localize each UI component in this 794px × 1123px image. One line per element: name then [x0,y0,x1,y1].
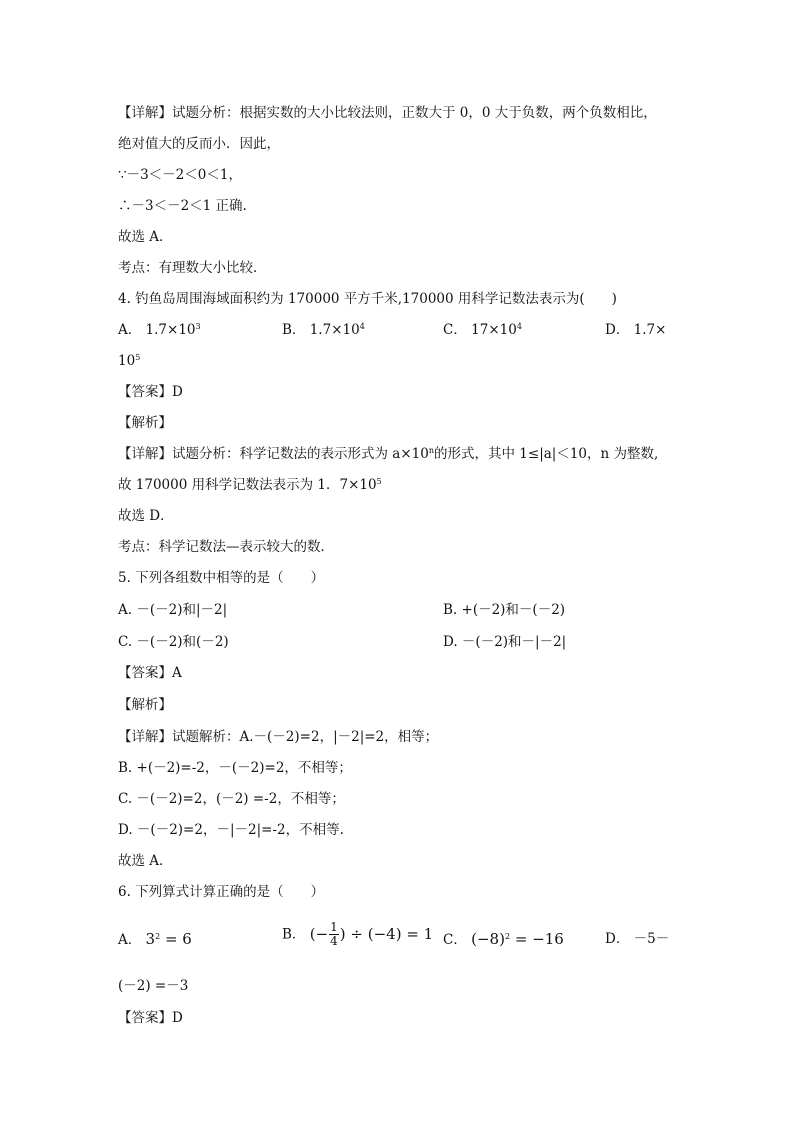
detail-q5-line4: D. －(－2)=2，－|－2|=-2，不相等. [118,822,344,838]
option-label: B． [282,322,306,338]
option-label: C． [443,932,467,948]
question-4: 4. 钓鱼岛周围海域面积约为 170000 平方千米,170000 用科学记数法表示为( ) [118,291,617,307]
detail-q5-line1: 【详解】试题解析：A.－(－2)=2，|－2|=2，相等； [118,729,439,745]
detail-q3-line1: 【详解】试题分析：根据实数的大小比较法则，正数大于 0，0 大于负数，两个负数相比， [118,105,657,121]
detail-q4-point: 考点：科学记数法—表示较大的数． [118,539,334,555]
option-value: 1.7× [633,322,667,338]
math-base: (−8) [471,930,505,948]
option-math [471,930,564,948]
detail-text: 故 170000 用科学记数法表示为 1．7×10 [118,477,377,493]
detail-exponent: n [428,446,434,455]
answer-q6: 【答案】D [118,1010,183,1026]
analysis-q4: 【解析】 [118,415,172,431]
fraction-denominator: 4 [330,934,338,948]
detail-q4-select: 故选 D． [118,508,174,524]
fraction-numerator: 1 [330,920,338,934]
math-base: 3 [145,930,156,948]
q6-option-d-continued: (－2) =－3 [118,978,189,994]
detail-q3-point: 考点：有理数大小比较． [118,260,267,276]
detail-text: 的形式，其中 1≤|a|＜10，n 为整数, [434,446,659,462]
detail-q3-line2: 绝对值大的反而小．因此， [118,136,280,152]
option-label: A． [118,322,142,338]
option-exponent: 3 [195,322,201,331]
math-rest: = 6 [160,930,192,948]
math-rest: ) ÷ (−4) = 1 [339,924,434,943]
q6-option-c [443,929,564,950]
option-exponent: 4 [516,322,522,331]
option-exponent: 5 [135,353,141,362]
question-5: 5. 下列各组数中相等的是（ ） [118,570,325,586]
q5-option-c: C. －(－2)和(－2) [118,634,229,650]
q4-option-d [605,320,666,340]
detail-q5-line2: B. +(－2)=-2，－(－2)=2，不相等； [118,760,352,776]
answer-q4: 【答案】D [118,384,183,400]
option-math [146,930,192,948]
q4-option-c [443,320,522,340]
q4-option-a [118,320,201,340]
q5-option-b: B. +(－2)和－(－2) [443,602,566,618]
option-label: C． [443,322,467,338]
analysis-q5: 【解析】 [118,697,172,713]
option-label: D． [605,931,630,947]
detail-q5-line3: C. －(－2)=2，(－2) =-2，不相等； [118,791,345,807]
option-label: A． [118,932,142,948]
q6-option-d [605,929,669,949]
option-value: 1.7×10 [309,322,360,338]
q6-option-a [118,929,192,950]
q4-option-b [282,320,365,340]
option-value: 1.7×10 [145,322,196,338]
option-label: B． [282,926,306,943]
math-exponent: 2 [155,932,161,941]
option-math [309,920,434,948]
q4-option-d-continued [118,351,140,371]
option-label: D． [605,322,630,338]
detail-q3-line3: ∵－3＜－2＜0＜1， [118,167,242,183]
option-value: 17×10 [471,322,517,338]
option-value: －5－ [633,931,670,947]
detail-q5-select: 故选 A． [118,853,173,869]
answer-q5: 【答案】A [118,665,182,681]
math-exponent: 2 [504,932,511,941]
detail-q4-line1 [118,444,658,464]
detail-q3-select: 故选 A． [118,229,173,245]
detail-q3-line4: ∴－3＜－2＜1 正确. [118,198,247,214]
fraction [329,921,339,948]
math-rest: = −16 [510,930,564,948]
question-6: 6. 下列算式计算正确的是（ ） [118,884,325,900]
option-value: 10 [118,353,136,369]
detail-text: 【详解】试题分析：科学记数法的表示形式为 a×10 [118,446,429,462]
detail-q4-line2 [118,475,382,495]
q5-option-a: A. －(－2)和|－2| [118,602,228,618]
q6-option-b [282,921,433,948]
q5-option-d: D. －(－2)和－|－2| [443,634,567,650]
math-open: (− [309,924,329,943]
option-exponent: 4 [359,322,365,331]
detail-exponent: 5 [376,477,382,486]
